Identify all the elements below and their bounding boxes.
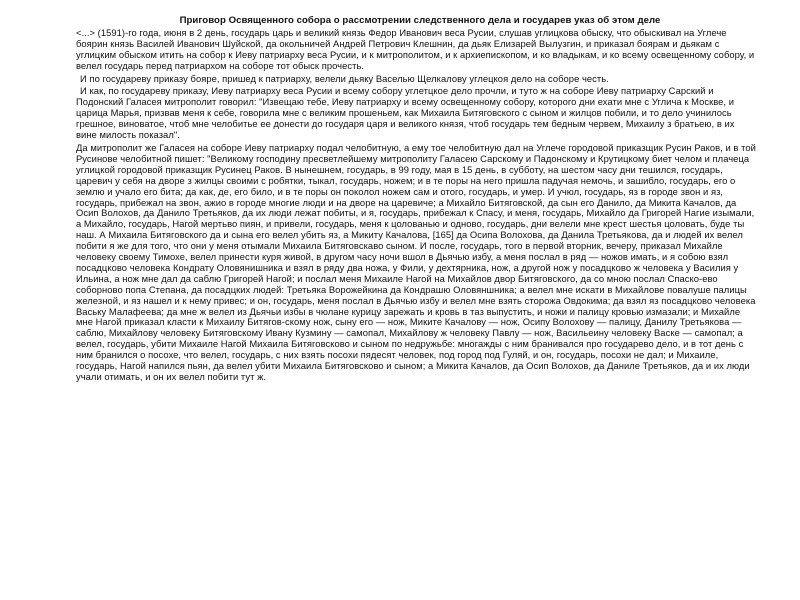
paragraph-3: И как, по государеву приказу, Иеву патриарху веса Русии и всему собору углетцкое дело прочли, и туто ж на соборе Иеву патриарху Сарский и Подонский Галасея митрополит говорил: "Извещаю тебе, Иеву патриарху и всему освещенному собору, которого дни ехати мне с Углича к Москве, и царица Марья, призвав меня к себе, говорила мне с великим прошеньем, как Михаила Битяговского с сыном и жилцов побили, и то дело учинилось грешное, виноватое, чтоб мне челобитье ее донести до государя царя и великого князя, чтоб государь тем бедным червем, Михаилу з братьею, в их вине милость показал". bbox=[76, 85, 735, 141]
document-page bbox=[76, 16, 756, 385]
paragraph-2: И по государеву приказу бояре, пришед к патриарху, велели дьяку Васелью Щелкалову углецкоя дело на соборе честь. bbox=[80, 72, 609, 84]
paragraph-4: Да митрополит же Галасея на соборе Иеву патриарху подал челобитную, а ему тое челобитную дал на Углече городовой приказщик Русин Раков, и в той Русинове челобитной пишет: "Великому господину пресветлейшему митрополиту Галасею Сарскому и Падонскому и Крутицкому биет челом и плачеца углицкой городовой приказщик Русинец Раков. В нынешнем, государь, в 99 году, мая в 15 день, в субботу, на шестом часу дни тешился, государь, царевич у себя на дворе з жилцы своими с робятки, тыкал, государь, ножем; и в те поры на него пришла падучая немочь, и зашибло, государь, его о землю и учало его бита; да как, де, его било, и в те поры он поколол ножем сам и отого, государь, и умер. И учюл, государь, яз в городе звон и яз, государь, прибежал на звон, ажио в городе многие люди и на дворе на царевиче; а Михайло Битяговской, да сын его Данило, да Микита Качалов, да Осип Волохов, да Данило Третьяков, да их люди лежат побиты, и я, государь, прибежал к Спасу, и меня, государь, Михайло да Григорей Нагие изымали, а Михайло, государь, Нагой мертьво пиян, и привели, государь, меня к цолованью и одново, государь, дни велели мне крест шестья цоловать, буде ты наш. А Михаила Битяговского да и сына его велел убить яз, а Микиту Качалова, [165] да Осипа Волохова, да Данила Третьякова, да и людей их велел побити я же для того, что они у меня отымали Михаила Битяговскаво сыном. И после, государь, того в первой вторник, вечеру, приказал Михайле человеку своему Тимохе, велел принести куря живой, в другом часу ночи вшол в Дьячью избу, а меня послал в ряд — ножов имать, и я собою взял посадцково человека Кондрату Оловянишника и взял в ряду два ножа, у Фили, у дехтярника, нож, а другой нож у посадцково ж человека у Василия у Ильина, а нож мне дал да саблю Григорей Нагой; и послал меня Михаиле Нагой на Михайлов двор Битяговского, да со мною послал Спаско-ево соборново попа Степана, да посадцких людей: Третьяка Ворожейкина да Кондрашю Оловяншника; а велел мне искати в Михайлове повалуше палицы железной, и яз нашел и к нему привес; и он, государь, меня послал в Дьячью избу и велел мне взять сторожа Овдокима; да взял яз посадцково человека Ваську Малафеева; да мне ж велел из Дьячьи избы в чюлане курицу зарежать и кровь в таз выпустить, и ножи и палицу кровью измазали; и Михайле мне Нагой приказал класти к Михаилу Битягов-скому нож, сыну его — нож, Микитe Качалову — нож, Осипу Волохову — палицу, Данилу Третьякова — саблю, Михайлову человеку Битяговскому Ивану Кузмину — самопал, Михайлову ж человеку Павлу — нож, Васильеину человеку Васке — самопал; а велел, государь, убити Михаиле Нагой Михаила Битяговсково и сыном по недружьбе: многажды с ним бранивался про государево дело, и в тот день с ним бранился о посохе, что велел, государь, с них взять посохи пядесят человек, под город под Гуляй, и он, государь, посохи не дал; и Михаиле, государь, Нагой напился пьян, да велел убити Михаила Битяговсково и сыном; а Микита Качалов, да Осип Волохов, да Даниле Третьяков, да и их люди учали отимать, и он их велел побити тут ж. bbox=[76, 141, 756, 382]
document-title: Приговор Освященного собора о рассмотрении следственного дела и государев указ об этом деле bbox=[179, 15, 661, 26]
paragraph-1: <...> (1591)-го года, июня в 2 день, государь царь и великий князь Федор Иванович веса Русии, слушав углицкова обыску, что обыскивал на Углече боярин князь Василей Иванович Шуйской, да окольничей Андрей Петрович Клешнин, да дьяк Елизарей Вылузгин, и приказал боярам и дьякам с углицким обыском итить на собор к Иеву патриарху веса Русии, и к митрополитом, и к архиепископом, и ко владыкам, и ко всему освещенному собору, и велел государь перед патриархом на соборе тот обыск прочесть. bbox=[76, 26, 755, 71]
